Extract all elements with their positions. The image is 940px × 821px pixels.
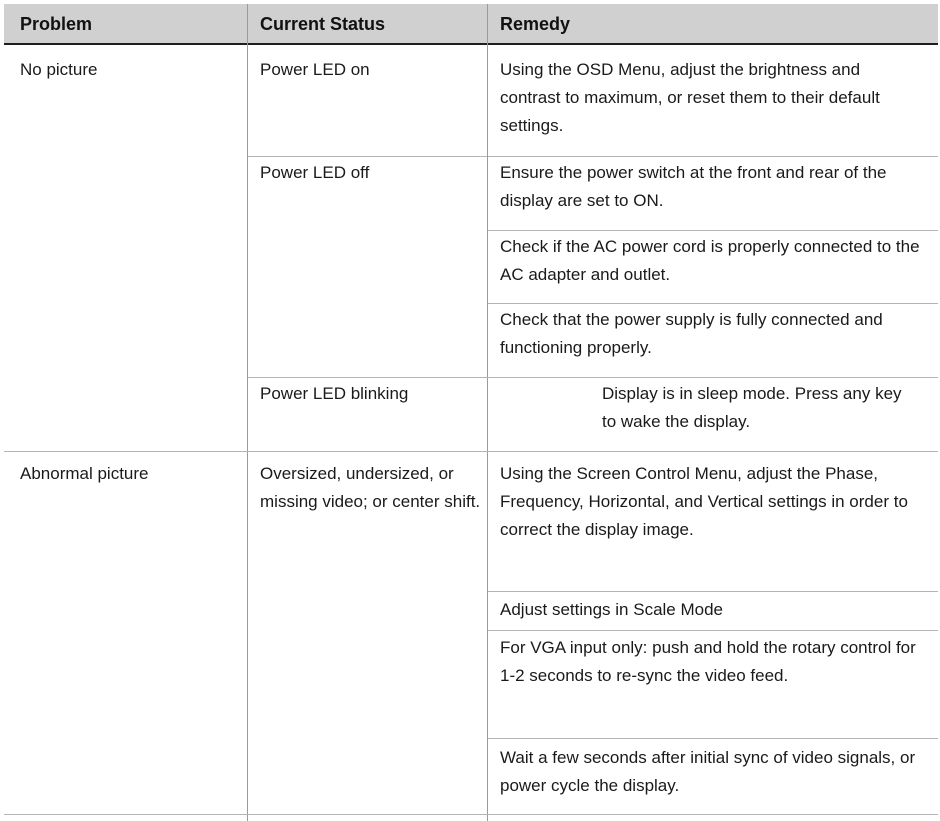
remedy-cell: Display is in sleep mode. Press any key to wake the display. [602, 384, 902, 431]
status-cell: Power LED blinking [260, 384, 409, 403]
problem-cell: Abnormal picture [20, 464, 149, 483]
row-divider [488, 630, 938, 631]
status-cell: Power LED on [260, 60, 370, 79]
column-divider [487, 4, 488, 821]
remedy-cell: Using the Screen Control Menu, adjust the Phase, Frequency, Horizontal, and Vertical settings in order to correct the display image. [500, 464, 908, 539]
problem-cell: No picture [20, 60, 98, 79]
table-header-row [4, 4, 938, 43]
remedy-cell: Wait a few seconds after initial sync of video signals, or power cycle the display. [500, 748, 916, 795]
remedy-cell: Using the OSD Menu, adjust the brightness and contrast to maximum, or reset them to their default settings. [500, 60, 880, 135]
header-current-status: Current Status [260, 14, 386, 34]
header-remedy: Remedy [500, 14, 571, 34]
status-cell: Power LED off [260, 163, 370, 182]
row-divider [4, 814, 938, 815]
row-divider [248, 156, 487, 157]
row-divider [4, 451, 938, 452]
status-cell: Oversized, undersized, or missing video; or center shift. [260, 464, 481, 511]
header-divider [4, 43, 938, 45]
column-divider [247, 4, 248, 821]
row-divider [488, 591, 938, 592]
row-divider [248, 377, 938, 378]
remedy-cell: Ensure the power switch at the front and rear of the display are set to ON. [500, 163, 887, 210]
row-divider [488, 230, 938, 231]
header-problem: Problem [20, 14, 93, 34]
row-divider [488, 156, 938, 157]
remedy-cell: For VGA input only: push and hold the rotary control for 1-2 seconds to re-sync the video feed. [500, 638, 916, 685]
troubleshooting-table [4, 4, 938, 821]
remedy-cell: Check that the power supply is fully connected and functioning properly. [500, 310, 883, 357]
row-divider [488, 738, 938, 739]
remedy-cell: Check if the AC power cord is properly connected to the AC adapter and outlet. [500, 237, 920, 284]
row-divider [488, 303, 938, 304]
remedy-cell: Adjust settings in Scale Mode [500, 600, 724, 619]
